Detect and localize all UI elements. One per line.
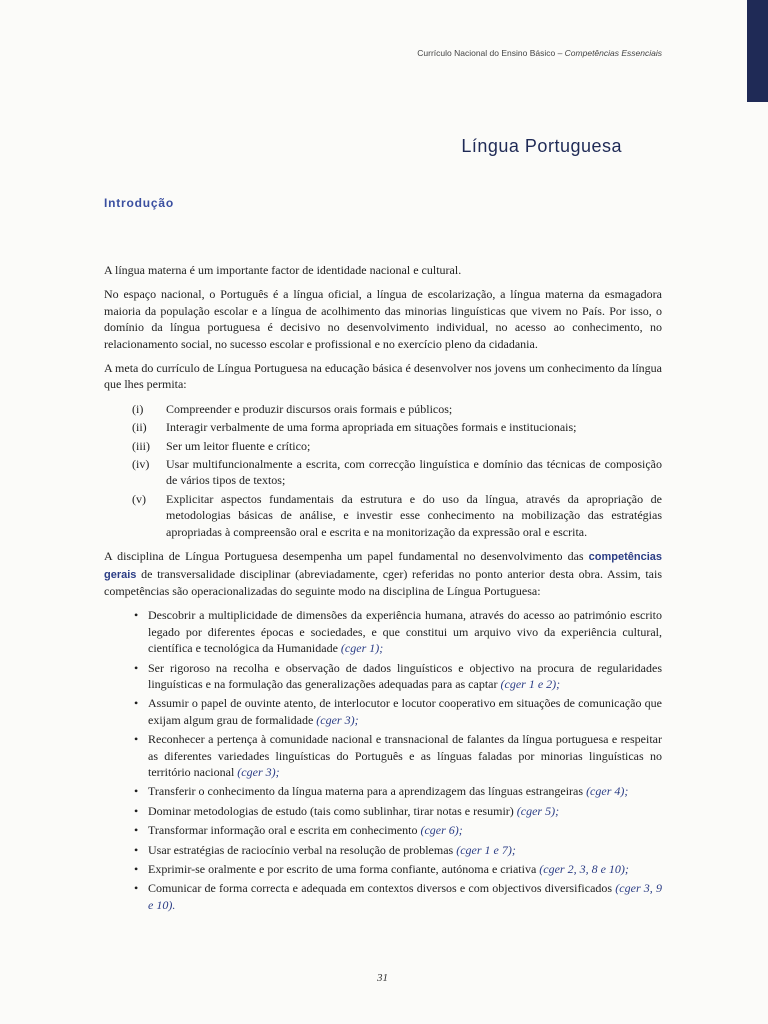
running-header: [417, 48, 662, 58]
cger-reference: (cger 3);: [237, 764, 280, 779]
cger-reference: (cger 4);: [586, 784, 629, 799]
competency-text: Assumir o papel de ouvinte atento, de interlocutor e locutor cooperativo em situações de comunicação que exijam algum grau de formalidade: [148, 696, 662, 727]
competency-item: [104, 803, 662, 819]
chapter-side-tab: [747, 0, 768, 102]
competencias-gerais-term: competências gerais: [104, 551, 662, 581]
competency-text: Transformar informação oral e escrita em conhecimento: [148, 823, 418, 838]
competency-item: [104, 607, 662, 656]
competency-item: [104, 880, 662, 913]
chapter-title: Língua Portuguesa: [461, 136, 622, 156]
section-heading: Introdução: [104, 196, 174, 210]
cger-reference: (cger 3, 9 e 10).: [148, 881, 662, 912]
bullet-icon: •: [134, 608, 139, 623]
cger-reference: (cger 3);: [316, 712, 359, 727]
running-title: Currículo Nacional do Ensino Básico: [417, 48, 556, 58]
competency-item: [104, 695, 662, 728]
running-subtitle: Competências Essenciais: [564, 48, 662, 58]
goal-number: (v): [132, 491, 146, 506]
cger-reference: (cger 1 e 7);: [456, 842, 516, 857]
competency-item: [104, 861, 662, 877]
page-number: 31: [377, 972, 388, 984]
competency-item: [104, 822, 662, 838]
running-separator: –: [555, 48, 565, 58]
bullet-icon: •: [134, 660, 139, 675]
competency-text: Exprimir-se oralmente e por escrito de uma forma confiante, autónoma e criativa: [148, 862, 537, 876]
goal-number: (i): [132, 401, 144, 416]
competency-item: [104, 731, 662, 780]
bullet-icon: •: [134, 862, 139, 876]
bullet-icon: •: [134, 784, 139, 799]
goal-item: [104, 419, 662, 435]
competency-text: Usar estratégias de raciocínio verbal na resolução de problemas: [148, 842, 454, 857]
bullet-icon: •: [134, 881, 139, 896]
goal-text: Interagir verbalmente de uma forma apropriada em situações formais e institucionais;: [166, 420, 577, 435]
goal-item: [104, 438, 662, 454]
cger-reference: (cger 6);: [420, 823, 463, 838]
cger-reference: (cger 2, 3, 8 e 10);: [539, 862, 629, 876]
goal-text: Ser um leitor fluente e crítico;: [166, 438, 311, 453]
paragraph: No espaço nacional, o Português é a língua oficial, a língua de escolarização, a língua materna da esmagadora maioria da população escolar e a língua de acolhimento das minorias linguísticas que vivem no País. Por isso, o domínio da língua portuguesa é decisivo no desenvolvimento individual, no acesso ao conhecimento, no relacionamento social, no sucesso escolar e profissional e no exercício pleno da cidadania.: [104, 287, 662, 351]
competency-text: Comunicar de forma correcta e adequada em contextos diversos e com objectivos diversificados: [148, 881, 613, 896]
goal-item: [104, 401, 662, 417]
goal-text: Usar multifuncionalmente a escrita, com correcção linguística e domínio das técnicas de composição de vários tipos de textos;: [166, 457, 662, 488]
goal-item: [104, 456, 662, 489]
goal-text: Explicitar aspectos fundamentais da estrutura e do uso da língua, através da apropriação de metodologias básicas de análise, e investir esse conhecimento na mobilização das estratégias apropriadas à compreensão oral e escrita e na monitorização da expressão oral e escrita.: [166, 491, 662, 539]
bullet-icon: •: [134, 732, 139, 747]
goal-number: (ii): [132, 420, 147, 435]
cger-reference: (cger 1 e 2);: [500, 676, 561, 691]
bullet-icon: •: [134, 803, 139, 818]
goals-list: [104, 401, 662, 540]
body-text: [104, 262, 662, 916]
goal-item: [104, 491, 662, 540]
discipline-text-after: de transversalidade disciplinar (abreviadamente, cger) referidas no ponto anterior desta obra. Assim, tais competências são operacionalizadas do seguinte modo na disciplina de Língua Portuguesa:: [104, 566, 662, 598]
paragraph: A meta do currículo de Língua Portuguesa na educação básica é desenvolver nos jovens um conhecimento da língua que lhes permita:: [104, 361, 662, 392]
competency-item: [104, 842, 662, 858]
goal-number: (iv): [132, 457, 150, 472]
competency-text: Dominar metodologias de estudo (tais como sublinhar, tirar notas e resumir): [148, 803, 514, 818]
discipline-text-before: A disciplina de Língua Portuguesa desempenha um papel fundamental no desenvolvimento das: [104, 549, 589, 564]
paragraph: A língua materna é um importante factor de identidade nacional e cultural.: [104, 263, 462, 277]
cger-reference: (cger 5);: [516, 803, 560, 818]
competency-item: [104, 660, 662, 693]
goal-text: Compreender e produzir discursos orais formais e públicos;: [166, 401, 453, 416]
bullet-icon: •: [134, 823, 139, 838]
bullet-icon: •: [134, 696, 139, 711]
competency-text: Transferir o conhecimento da língua materna para a aprendizagem das línguas estrangeiras: [148, 784, 584, 799]
competency-item: [104, 783, 662, 799]
cger-reference: (cger 1);: [340, 641, 384, 656]
goal-number: (iii): [132, 438, 150, 453]
competencies-list: [104, 607, 662, 913]
competency-text: Reconhecer a pertença à comunidade nacional e transnacional de falantes da língua portuguesa e respeitar as diferentes variedades linguísticas do Português e as línguas faladas por minorias linguísticas no território nacional: [148, 732, 662, 779]
competency-text: Ser rigoroso na recolha e observação de dados linguísticos e objectivo na procura de regularidades linguísticas e na formulação das generalizações adequadas para as captar: [148, 660, 662, 691]
bullet-icon: •: [134, 842, 139, 857]
competency-text: Descobrir a multiplicidade de dimensões da experiência humana, através do acesso ao património escrito legado por diferentes épocas e sociedades, e que constitui um arquivo vivo da experiência cultural, científica e tecnológica da Humanidade: [148, 608, 662, 656]
discipline-paragraph: [104, 548, 662, 599]
